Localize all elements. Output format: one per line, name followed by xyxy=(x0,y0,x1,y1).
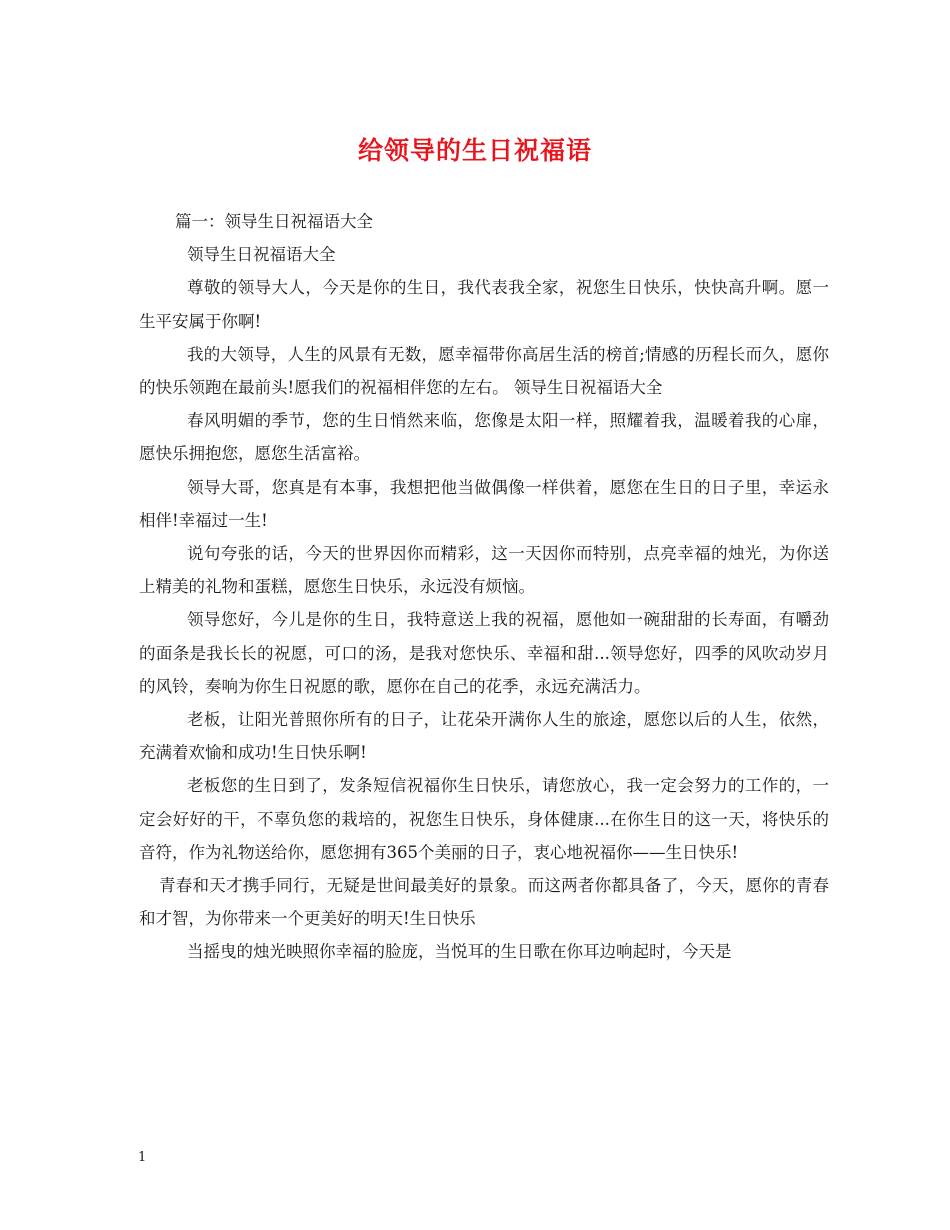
paragraph: 我的大领导，人生的风景有无数，愿幸福带你高居生活的榜首;情感的历程长而久，愿你的快乐领跑在最前头!愿我们的祝福相伴您的左右。 领导生日祝福语大全 xyxy=(139,344,829,398)
paragraph: 领导大哥，您真是有本事，我想把他当做偶像一样供着，愿您在生日的日子里，幸运永相伴!幸福过一生! xyxy=(139,477,829,530)
paragraph: 老板，让阳光普照你所有的日子，让花朵开满你人生的旅途，愿您以后的人生，依然，充满着欢愉和成功!生日快乐啊! xyxy=(139,710,829,763)
paragraph: 春风明媚的季节，您的生日悄然来临，您像是太阳一样，照耀着我，温暖着我的心扉，愿快乐拥抱您，愿您生活富裕。 xyxy=(139,411,829,464)
page-number: 1 xyxy=(138,1150,147,1165)
paragraph: 当摇曳的烛光映照你幸福的脸庞，当悦耳的生日歌在你耳边响起时，今天是 xyxy=(187,942,732,962)
paragraph: 青春和天才携手同行，无疑是世间最美好的景象。而这两者你都具备了，今天，愿你的青春和才智，为你带来一个更美好的明天!生日快乐 xyxy=(139,876,829,929)
subsection-heading: 领导生日祝福语大全 xyxy=(187,245,336,265)
paragraph: 领导您好，今儿是你的生日，我特意送上我的祝福，愿他如一碗甜甜的长寿面，有嚼劲的面条是我长长的祝愿，可口的汤，是我对您快乐、幸福和甜...领导您好，四季的风吹动岁月的风铃，奏响为你生日祝愿的歌，愿你在自己的花季，永远充满活力。 xyxy=(139,610,829,696)
paragraph: 说句夸张的话，今天的世界因你而精彩，这一天因你而特别，点亮幸福的烛光，为你送上精美的礼物和蛋糕，愿您生日快乐，永远没有烦恼。 xyxy=(139,544,829,597)
document-title: 给领导的生日祝福语 xyxy=(357,136,592,165)
paragraph: 老板您的生日到了，发条短信祝福你生日快乐，请您放心，我一定会努力的工作的，一定会好好的干，不辜负您的栽培的，祝您生日快乐，身体健康...在你生日的这一天，将快乐的音符，作为礼物送给你，愿您拥有365个美丽的日子，衷心地祝福你——生日快乐! xyxy=(139,776,829,862)
paragraph: 尊敬的领导大人，今天是你的生日，我代表我全家，祝您生日快乐，快快高升啊。愿一生平安属于你啊! xyxy=(139,278,829,331)
document-body xyxy=(139,205,829,969)
section-heading: 篇一：领导生日祝福语大全 xyxy=(175,212,373,231)
